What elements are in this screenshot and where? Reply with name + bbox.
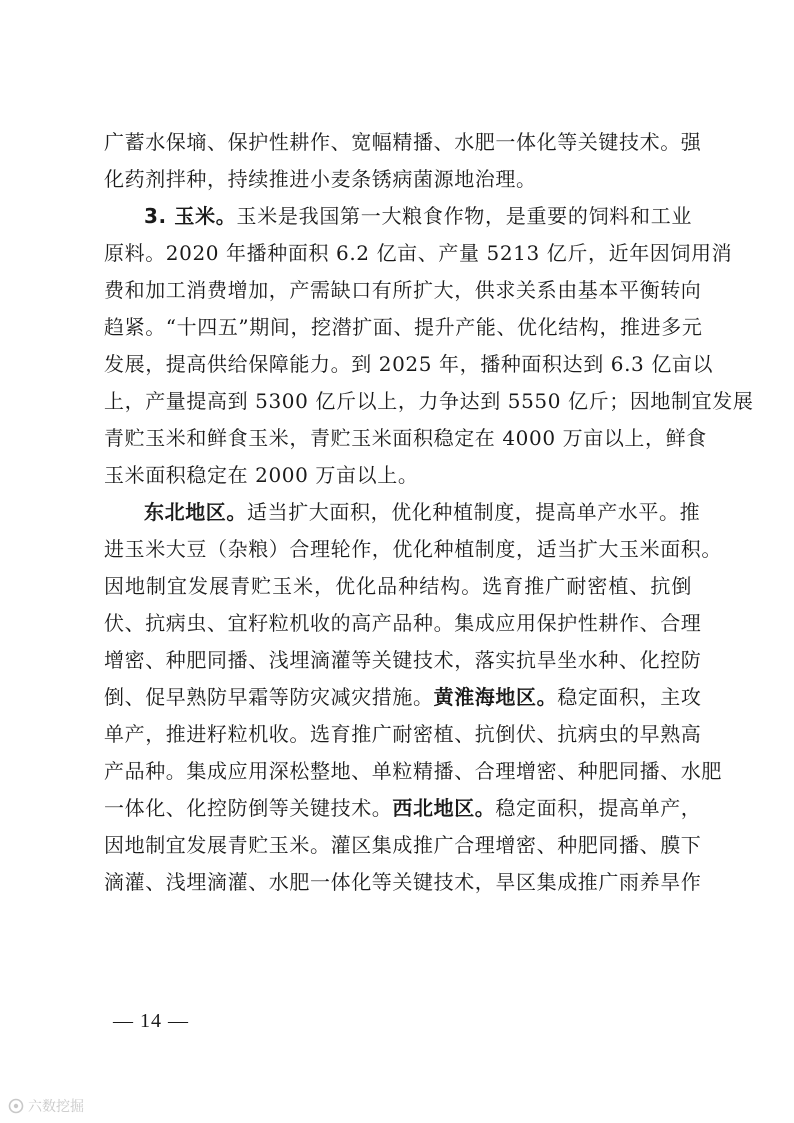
text-run: 青贮玉米和鲜食玉米，青贮玉米面积稳定在 4000 万亩以上，鲜食 bbox=[104, 426, 707, 450]
text-run: 发展，提高供给保障能力。到 2025 年，播种面积达到 6.3 亿亩以 bbox=[104, 352, 714, 376]
text-run: 玉米是我国第一大粮食作物，是重要的饲料和工业 bbox=[236, 204, 692, 228]
text-line bbox=[104, 161, 692, 198]
text-line bbox=[104, 346, 714, 383]
section-heading: 黄淮海地区。 bbox=[433, 685, 558, 709]
text-run: 稳定面积，主攻 bbox=[557, 685, 702, 709]
text-run: 趋紧。“十四五”期间，挖潜扩面、提升产能、优化结构，推进多元 bbox=[104, 315, 703, 339]
text-run: 伏、抗病虫、宜籽粒机收的高产品种。集成应用保护性耕作、合理 bbox=[104, 611, 702, 635]
text-run: 稳定面积，提高单产， bbox=[495, 796, 702, 820]
watermark bbox=[8, 1096, 84, 1116]
text-run: 倒、促早熟防早霜等防灾减灾措施。 bbox=[104, 685, 434, 709]
document-body bbox=[104, 124, 754, 901]
logo-icon bbox=[8, 1098, 24, 1114]
text-line bbox=[104, 605, 702, 642]
text-run: 进玉米大豆（杂粮）合理轮作，优化种植制度，适当扩大玉米面积。 bbox=[104, 537, 722, 561]
text-line bbox=[104, 198, 692, 235]
text-line bbox=[104, 272, 702, 309]
watermark-text: 六数挖掘 bbox=[28, 1099, 84, 1115]
text-line bbox=[104, 235, 733, 272]
text-line bbox=[104, 864, 702, 901]
text-run: 化药剂拌种，持续推进小麦条锈病菌源地治理。 bbox=[104, 167, 537, 191]
text-run: 因地制宜发展青贮玉米。灌区集成推广合理增密、种肥同播、膜下 bbox=[104, 833, 702, 857]
text-line bbox=[104, 679, 702, 716]
text-line bbox=[104, 790, 702, 827]
text-line bbox=[104, 457, 692, 494]
text-run: 滴灌、浅埋滴灌、水肥一体化等关键技术，旱区集成推广雨养旱作 bbox=[104, 870, 702, 894]
text-line bbox=[104, 568, 692, 605]
text-run: 因地制宜发展青贮玉米，优化品种结构。选育推广耐密植、抗倒 bbox=[104, 574, 692, 598]
text-line bbox=[104, 531, 722, 568]
text-line bbox=[104, 494, 701, 531]
section-heading: 3. 玉米。 bbox=[144, 204, 237, 228]
section-heading: 西北地区。 bbox=[392, 796, 496, 820]
text-run: 广蓄水保墒、保护性耕作、宽幅精播、水肥一体化等关键技术。强 bbox=[104, 130, 702, 154]
page-number: — 14 — bbox=[113, 1010, 189, 1032]
section-heading: 东北地区。 bbox=[144, 500, 247, 524]
text-run: 产品种。集成应用深松整地、单粒精播、合理增密、种肥同播、水肥 bbox=[104, 759, 722, 783]
text-line bbox=[104, 827, 702, 864]
text-run: 增密、种肥同播、浅埋滴灌等关键技术，落实抗旱坐水种、化控防 bbox=[104, 648, 702, 672]
text-line bbox=[104, 383, 754, 420]
text-line bbox=[104, 753, 722, 790]
text-line bbox=[104, 309, 703, 346]
text-line bbox=[104, 642, 702, 679]
text-line bbox=[104, 124, 702, 161]
text-run: 单产，推进籽粒机收。选育推广耐密植、抗倒伏、抗病虫的早熟高 bbox=[104, 722, 702, 746]
text-run: 玉米面积稳定在 2000 万亩以上。 bbox=[104, 463, 419, 487]
text-run: 一体化、化控防倒等关键技术。 bbox=[104, 796, 393, 820]
text-run: 原料。2020 年播种面积 6.2 亿亩、产量 5213 亿斤，近年因饲用消 bbox=[104, 241, 733, 265]
text-line bbox=[104, 420, 707, 457]
text-run: 适当扩大面积，优化种植制度，提高单产水平。推 bbox=[247, 500, 701, 524]
text-run: 费和加工消费增加，产需缺口有所扩大，供求关系由基本平衡转向 bbox=[104, 278, 702, 302]
text-line bbox=[104, 716, 702, 753]
text-run: 上，产量提高到 5300 亿斤以上，力争达到 5550 亿斤；因地制宜发展 bbox=[104, 389, 754, 413]
